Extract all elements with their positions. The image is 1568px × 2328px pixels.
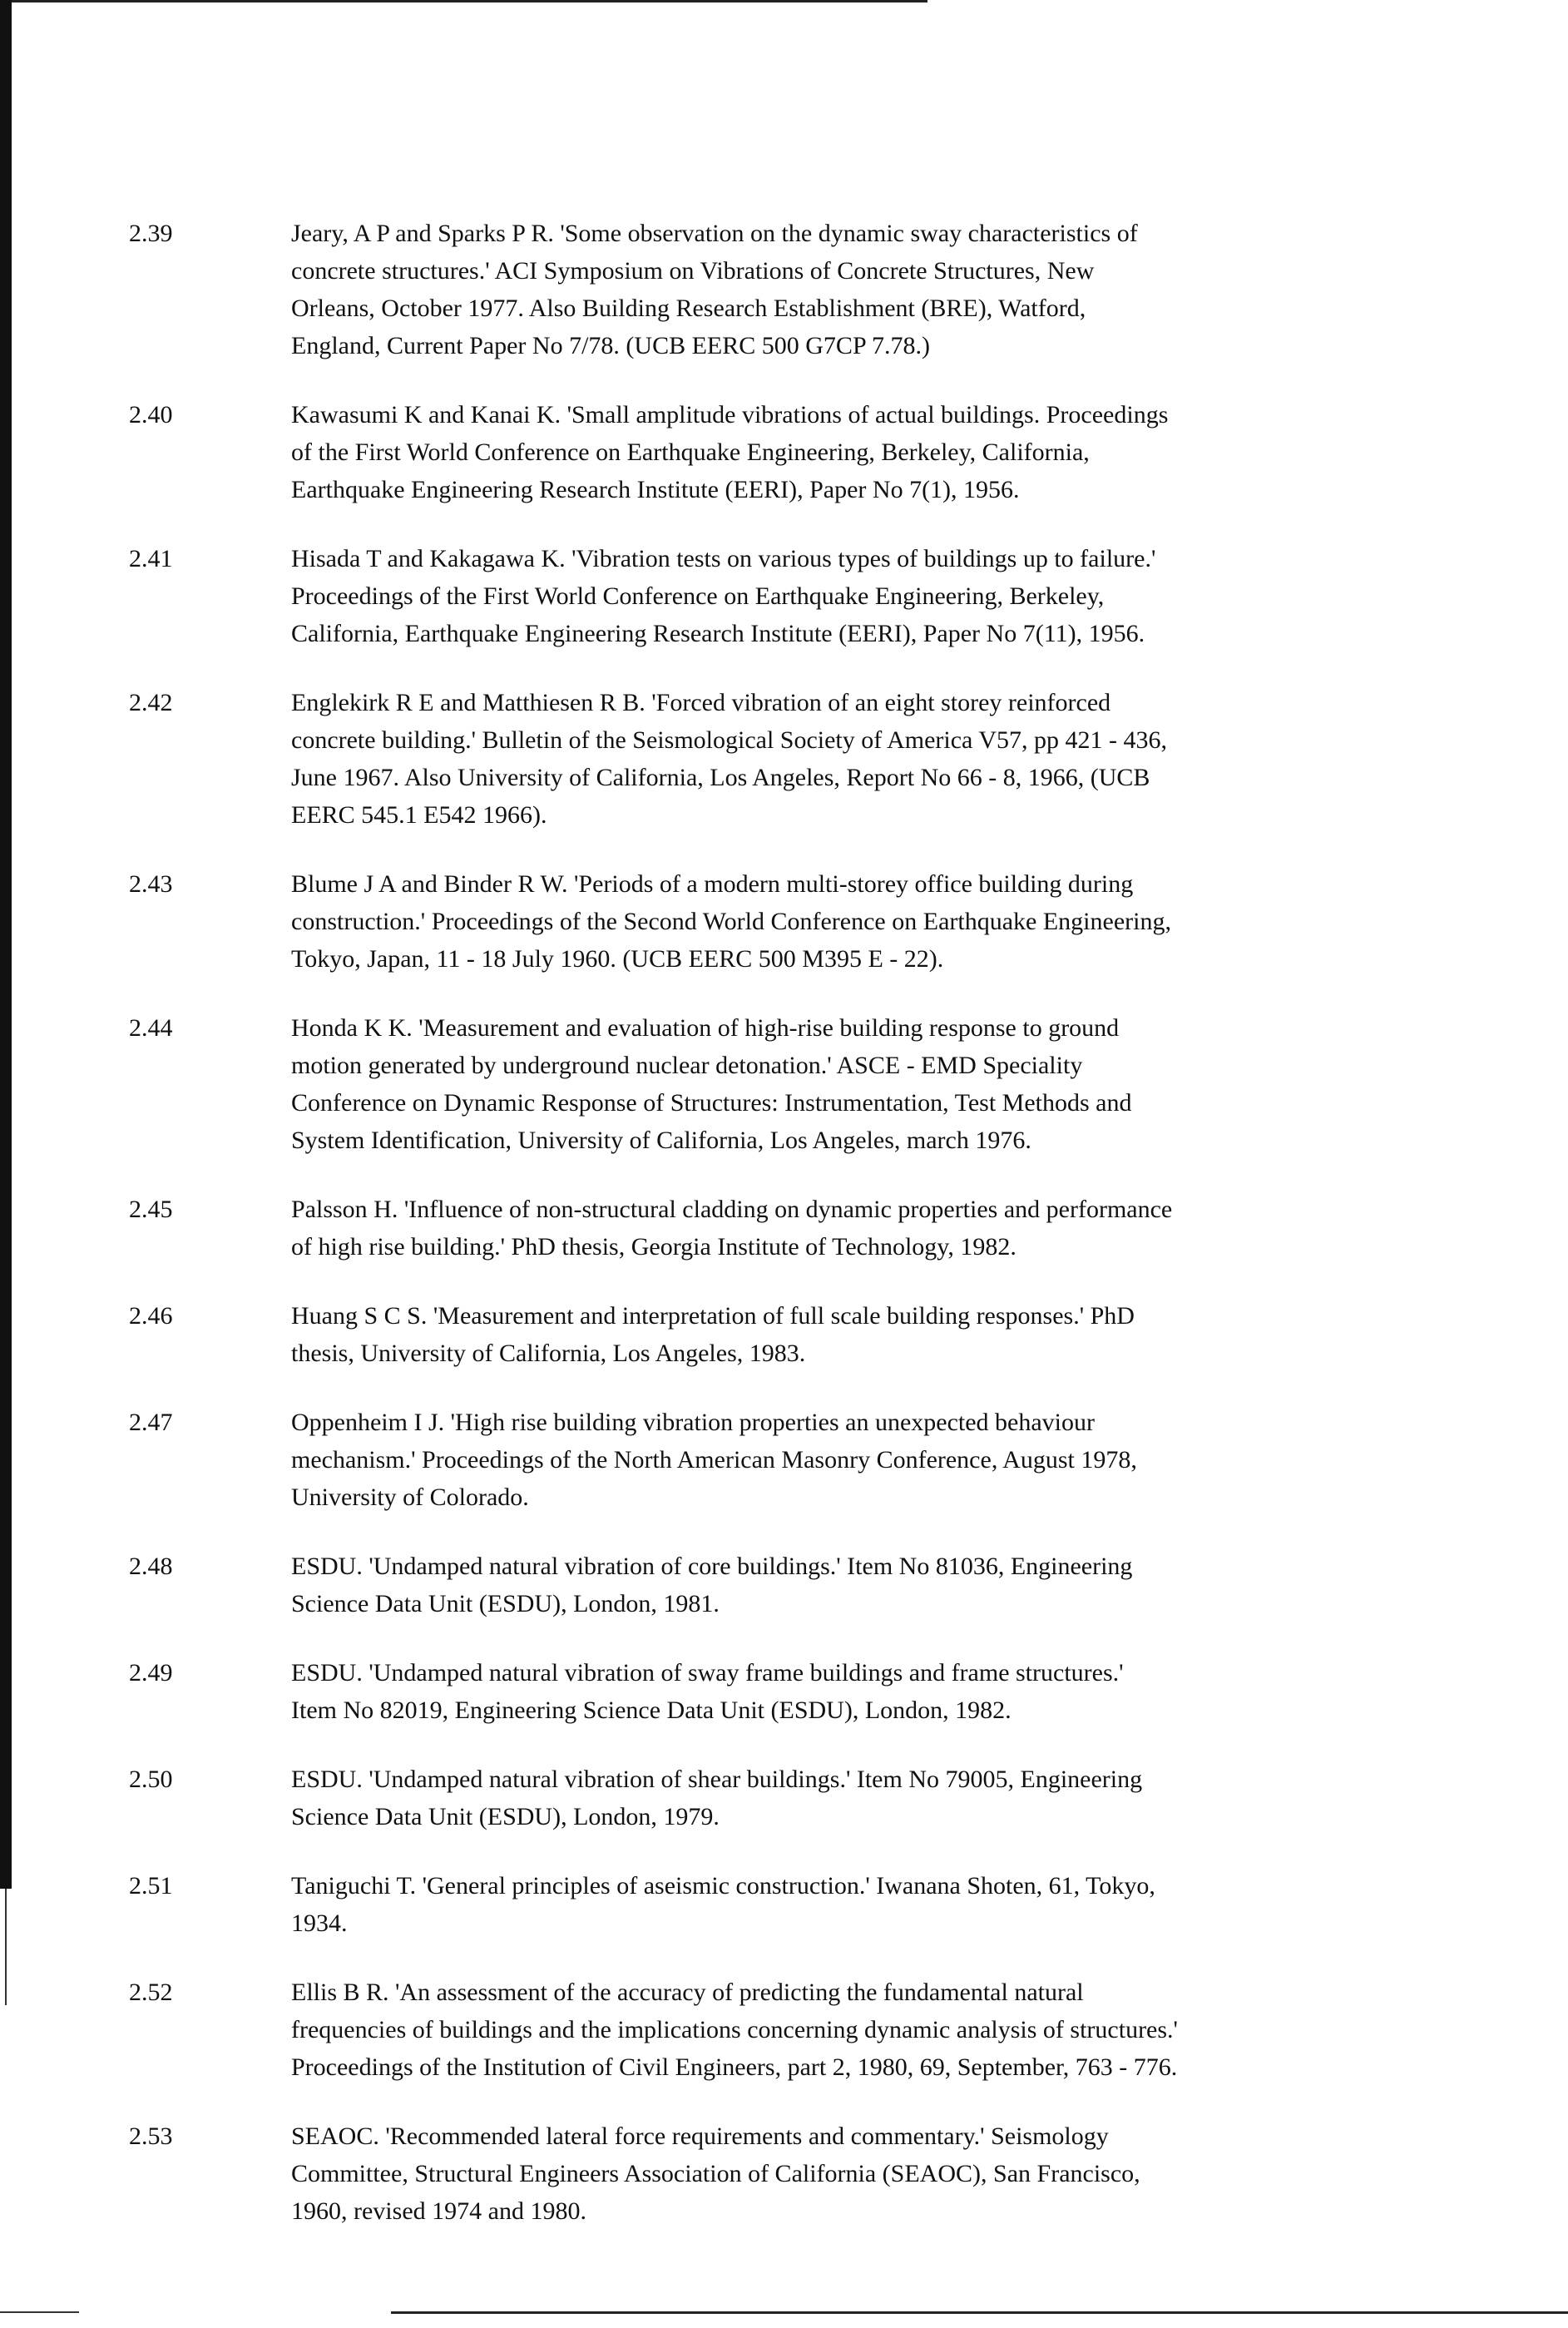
reference-text: Oppenheim I J. 'High rise building vibration properties an unexpected behaviour mechanism.' Proceedings of the North American Masonry Conference, August 1978, University of Colorado. <box>291 1409 1137 1511</box>
reference-text: Jeary, A P and Sparks P R. 'Some observation on the dynamic sway characteristics of concrete structures.' ACI Symposium on Vibrations of Concrete Structures, New Orleans, October 1977. Also Building Research Establishment (BRE), Watford, England, Current Paper No 7/78. (UCB EERC 500 G7CP 7.78.) <box>291 220 1138 359</box>
bottom-rule-left <box>0 2311 79 2313</box>
reference-entry <box>129 1548 1393 1622</box>
reference-entry <box>129 684 1393 834</box>
reference-entry <box>129 1404 1393 1516</box>
reference-entry <box>129 2117 1393 2230</box>
reference-number: 2.48 <box>129 1553 173 1580</box>
reference-number: 2.50 <box>129 1766 173 1793</box>
reference-entry <box>129 1191 1393 1266</box>
reference-number: 2.51 <box>129 1872 173 1900</box>
reference-number: 2.52 <box>129 1979 173 2006</box>
reference-text: Ellis B R. 'An assessment of the accuracy of predicting the fundamental natural frequencies of buildings and the implications concerning dynamic analysis of structures.' Proceedings of the Institution of Civil Engineers, part 2, 1980, 69, September, 763 - 776. <box>291 1979 1178 2081</box>
reference-number: 2.41 <box>129 545 173 572</box>
reference-text: ESDU. 'Undamped natural vibration of sway frame buildings and frame structures.' Item No 82019, Engineering Science Data Unit (ESDU), London, 1982. <box>291 1659 1124 1724</box>
reference-entry <box>129 540 1393 652</box>
reference-entry <box>129 1654 1393 1729</box>
reference-number: 2.39 <box>129 220 173 247</box>
reference-entry <box>129 1297 1393 1372</box>
reference-entry <box>129 1974 1393 2086</box>
reference-number: 2.45 <box>129 1196 173 1223</box>
reference-list <box>129 215 1393 2261</box>
reference-entry <box>129 396 1393 508</box>
reference-text: Kawasumi K and Kanai K. 'Small amplitude vibrations of actual buildings. Proceedings of the First World Conference on Earthquake Engineering, Berkeley, California, Earthquake Engineering Research Institute (EERI), Paper No 7(1), 1956. <box>291 401 1169 503</box>
scan-left-edge-thin <box>5 1889 7 2005</box>
reference-number: 2.42 <box>129 689 173 716</box>
reference-text: Huang S C S. 'Measurement and interpretation of full scale building responses.' PhD thesis, University of California, Los Angeles, 1983. <box>291 1302 1135 1367</box>
reference-text: Palsson H. 'Influence of non-structural cladding on dynamic properties and performance of high rise building.' PhD thesis, Georgia Institute of Technology, 1982. <box>291 1196 1173 1261</box>
reference-number: 2.49 <box>129 1659 173 1687</box>
reference-text: Hisada T and Kakagawa K. 'Vibration tests on various types of buildings up to failure.' Proceedings of the First World Conference on Earthquake Engineering, Berkeley, California, Earthquake Engineering Research Institute (EERI), Paper No 7(11), 1956. <box>291 545 1156 647</box>
reference-entry <box>129 1867 1393 1942</box>
reference-text: ESDU. 'Undamped natural vibration of shear buildings.' Item No 79005, Engineering Science Data Unit (ESDU), London, 1979. <box>291 1766 1143 1830</box>
reference-text: Blume J A and Binder R W. 'Periods of a modern multi-storey office building during construction.' Proceedings of the Second World Conference on Earthquake Engineering, Tokyo, Japan, 11 - 18 July 1960. (UCB EERC 500 M395 E - 22). <box>291 870 1171 973</box>
scan-left-edge <box>0 0 12 1889</box>
top-rule <box>0 0 927 2</box>
reference-text: Honda K K. 'Measurement and evaluation of high-rise building response to ground motion generated by underground nuclear detonation.' ASCE - EMD Speciality Conference on Dynamic Response of Structures: Instrumentation, Test Methods and System Identification, University of California, Los Angeles, march 1976. <box>291 1014 1132 1154</box>
reference-number: 2.43 <box>129 870 173 898</box>
reference-number: 2.44 <box>129 1014 173 1042</box>
reference-text: SEAOC. 'Recommended lateral force requirements and commentary.' Seismology Committee, Structural Engineers Association of California (SEAOC), San Francisco, 1960, revised 1974 and 1980. <box>291 2122 1140 2225</box>
reference-text: Englekirk R E and Matthiesen R B. 'Forced vibration of an eight storey reinforced concrete building.' Bulletin of the Seismological Society of America V57, pp 421 - 436, June 1967. Also University of California, Los Angeles, Report No 66 - 8, 1966, (UCB EERC 545.1 E542 1966). <box>291 689 1167 829</box>
reference-text: Taniguchi T. 'General principles of aseismic construction.' Iwanana Shoten, 61, Tokyo, 1934. <box>291 1872 1155 1937</box>
reference-text: ESDU. 'Undamped natural vibration of core buildings.' Item No 81036, Engineering Science Data Unit (ESDU), London, 1981. <box>291 1553 1133 1617</box>
reference-entry <box>129 865 1393 978</box>
reference-number: 2.47 <box>129 1409 173 1436</box>
bottom-rule-right <box>391 2311 1568 2314</box>
reference-number: 2.40 <box>129 401 173 428</box>
reference-entry <box>129 1761 1393 1835</box>
reference-entry <box>129 215 1393 364</box>
reference-number: 2.53 <box>129 2122 173 2150</box>
reference-number: 2.46 <box>129 1302 173 1330</box>
reference-entry <box>129 1009 1393 1159</box>
